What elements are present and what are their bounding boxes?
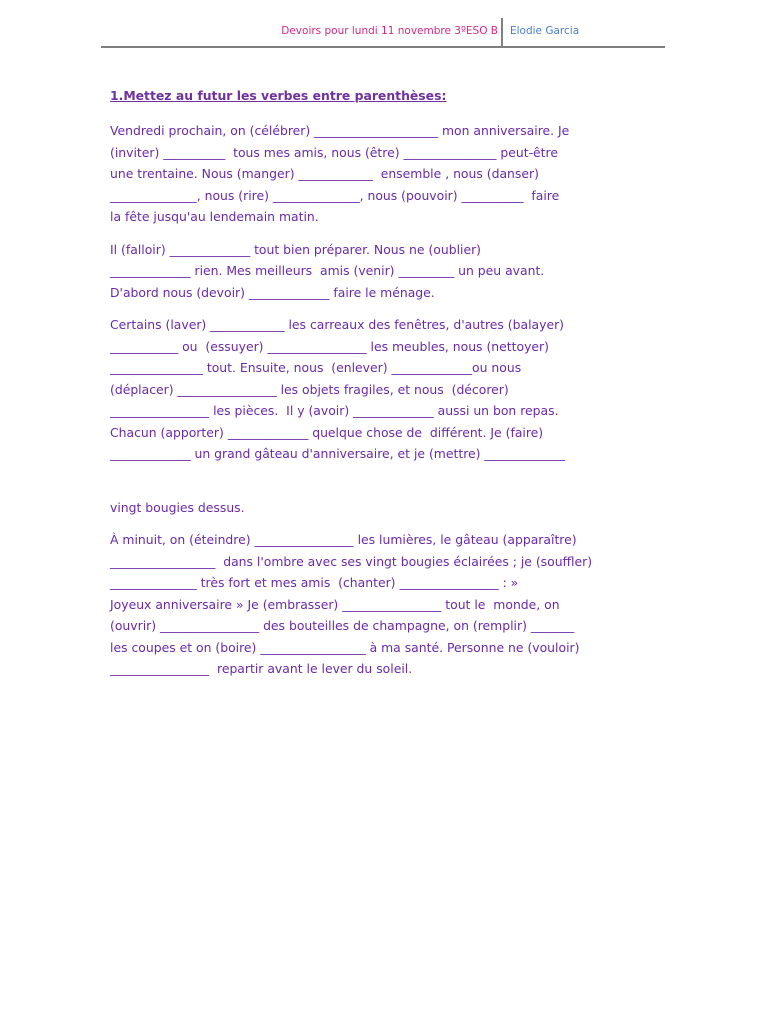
- text-line: ________________ les pièces. Il y (avoir) _____________ aussi un bon repas.: [110, 403, 559, 418]
- text-line: À minuit, on (éteindre) ________________ les lumières, le gâteau (apparaître): [110, 532, 577, 547]
- text-line: _______________ tout. Ensuite, nous (enlever) _____________ou nous: [110, 360, 522, 375]
- page-header: [0, 0, 768, 50]
- text-line: la fête jusqu'au lendemain matin.: [110, 209, 319, 224]
- text-line: les coupes et on (boire) _________________ à ma santé. Personne ne (vouloir): [110, 639, 580, 655]
- header-separator: [501, 18, 503, 46]
- exercise-content: [110, 86, 670, 691]
- blank-line: [110, 465, 670, 497]
- paragraph-3: [110, 314, 670, 518]
- paragraph-2: [110, 239, 670, 304]
- text-line: ___________ ou (essuyer) ________________ les meubles, nous (nettoyer): [110, 338, 549, 354]
- paragraph-1: [110, 120, 670, 228]
- text-line: _____________ un grand gâteau d'anniversaire, et je (mettre) _____________: [110, 446, 565, 461]
- text-line: Joyeux anniversaire » Je (embrasser) ________________ tout le monde, on: [110, 596, 560, 612]
- text-line: ________________ repartir avant le lever du soleil.: [110, 661, 413, 676]
- text-line: Certains (laver) ____________ les carreaux des fenêtres, d'autres (balayer): [110, 317, 564, 332]
- text-line: vingt bougies dessus.: [110, 499, 245, 515]
- header-author: Elodie Garcia: [510, 25, 580, 37]
- text-line: (déplacer) ________________ les objets fragiles, et nous (décorer): [110, 381, 509, 397]
- text-line: _____________ rien. Mes meilleurs amis (venir) _________ un peu avant.: [110, 263, 545, 278]
- header-title: Devoirs pour lundi 11 novembre 3ºESO B: [281, 25, 498, 37]
- text-line: Vendredi prochain, on (célébrer) ____________________ mon anniversaire. Je: [110, 123, 570, 138]
- text-line: ______________, nous (rire) ______________, nous (pouvoir) __________ faire: [110, 187, 560, 203]
- text-line: Chacun (apporter) _____________ quelque chose de différent. Je (faire): [110, 424, 544, 440]
- text-line: Il (falloir) _____________ tout bien préparer. Nous ne (oublier): [110, 241, 482, 257]
- text-line: _________________ dans l'ombre avec ses vingt bougies éclairées ; je (souffler): [110, 553, 593, 569]
- text-line: ______________ très fort et mes amis (chanter) ________________ : »: [110, 575, 519, 590]
- header-rule: [101, 46, 665, 48]
- text-line: (inviter) __________ tous mes amis, nous (être) _______________ peut-être: [110, 144, 558, 160]
- text-line: D'abord nous (devoir) _____________ faire le ménage.: [110, 284, 435, 300]
- exercise-title: 1.Mettez au futur les verbes entre parenthèses:: [110, 88, 447, 103]
- paragraph-4: [110, 529, 670, 680]
- text-line: une trentaine. Nous (manger) ____________ ensemble , nous (danser): [110, 166, 539, 181]
- text-line: (ouvrir) ________________ des bouteilles de champagne, on (remplir) _______: [110, 618, 575, 633]
